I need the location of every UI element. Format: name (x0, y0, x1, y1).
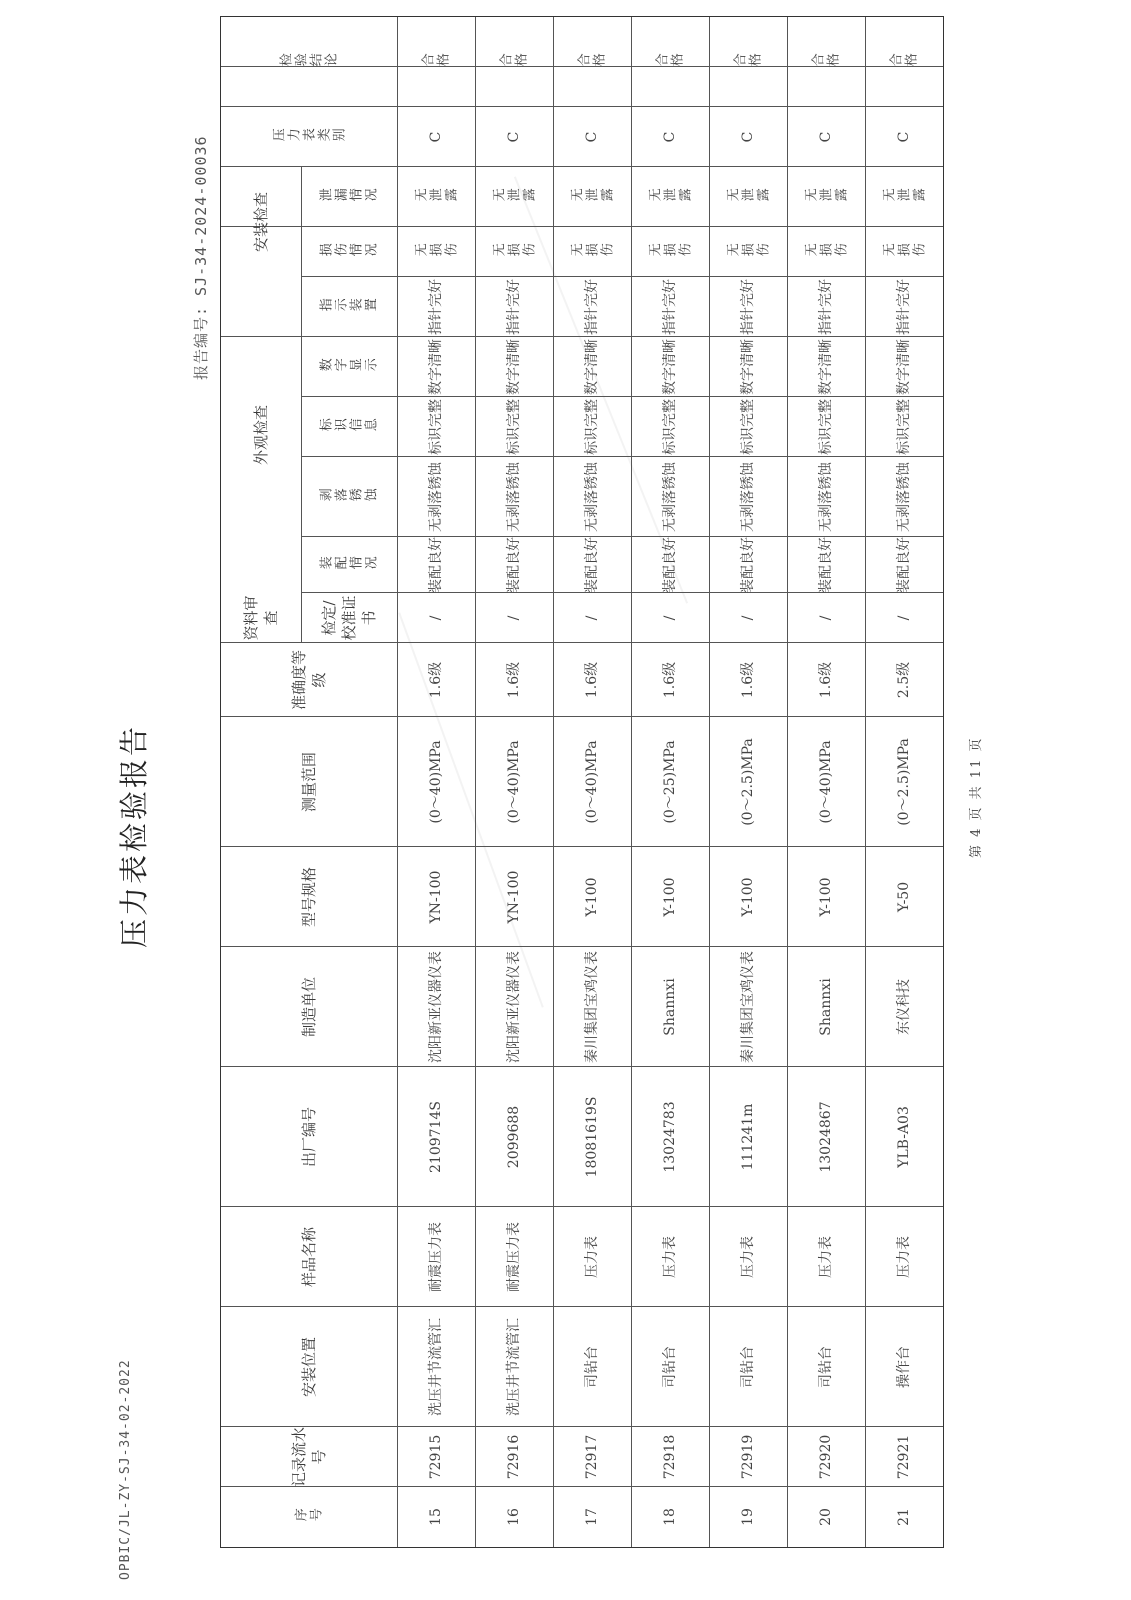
table-cell-range: (0～25)MPa (661, 740, 678, 824)
header-doc-review: 资料审查 (241, 595, 280, 641)
table-cell-factory_no: 2109714S (427, 1101, 444, 1173)
table-cell-digital: 数字清晰 (661, 339, 678, 395)
table-cell-leak: 无泄露 (491, 189, 537, 205)
table-cell-rust: 无剥落锈蚀 (583, 462, 600, 532)
header-doc-review-sub: 检定/校准证书 (319, 595, 379, 641)
table-cell-digital: 数字清晰 (427, 339, 444, 395)
table-cell-seq: 17 (583, 1508, 600, 1526)
table-cell-rust: 无剥落锈蚀 (817, 462, 834, 532)
table-cell-leak: 无泄露 (569, 189, 615, 205)
table-cell-marking: 标识完整 (661, 399, 678, 455)
header-accuracy: 准确度等级 (289, 650, 328, 711)
table-cell-cls: C (505, 131, 522, 143)
table-cell-leak: 无泄露 (803, 189, 849, 205)
table-cell-maker: 沈阳新亚仪器仪表 (427, 951, 444, 1063)
table-cell-model: Y-100 (661, 877, 678, 917)
table-cell-result: 合格 (421, 54, 451, 70)
table-cell-cert: / (817, 615, 834, 621)
table-cell-location: 洗压井节流管汇 (505, 1318, 522, 1416)
table-cell-cert: / (895, 615, 912, 621)
header-sample-name: 样品名称 (299, 1227, 318, 1288)
header-install-sub: 损伤情况 (319, 244, 379, 260)
table-cell-cls: C (817, 131, 834, 143)
table-cell-damage: 无损伤 (803, 244, 849, 260)
table-cell-record: 72919 (739, 1434, 756, 1480)
table-cell-seq: 15 (427, 1508, 444, 1526)
table-cell-seq: 19 (739, 1508, 756, 1526)
table-cell-rust: 无剥落锈蚀 (739, 462, 756, 532)
table-cell-marking: 标识完整 (739, 399, 756, 455)
table-cell-marking: 标识完整 (895, 399, 912, 455)
table-cell-accuracy: 2.5级 (895, 661, 912, 699)
table-cell-cert: / (583, 615, 600, 621)
table-cell-cert: / (505, 615, 522, 621)
table-cell-result: 合格 (889, 54, 919, 70)
table-cell-accuracy: 1.6级 (505, 661, 522, 699)
table-cell-damage: 无损伤 (725, 244, 771, 260)
table-cell-marking: 标识完整 (427, 399, 444, 455)
header-gauge-class: 压力表类别 (271, 129, 347, 145)
table-cell-range: (0～40)MPa (583, 740, 600, 824)
table-cell-name: 压力表 (661, 1236, 678, 1278)
table-cell-result: 合格 (577, 54, 607, 70)
page-title: 压力表检验报告 (117, 723, 151, 948)
table-cell-result: 合格 (733, 54, 763, 70)
table-cell-record: 72920 (817, 1434, 834, 1480)
header-appearance-sub: 标识信息 (319, 419, 379, 435)
table-cell-maker: 秦川集团宝鸡仪表 (739, 951, 756, 1063)
table-cell-record: 72916 (505, 1434, 522, 1480)
table-cell-location: 司钻台 (661, 1346, 678, 1388)
table-cell-cls: C (427, 131, 444, 143)
header-install-sub: 泄漏情况 (319, 189, 379, 205)
header-model: 型号规格 (299, 867, 318, 928)
table-cell-name: 耐震压力表 (427, 1222, 444, 1292)
header-appearance-sub: 数字显示 (319, 359, 379, 375)
table-cell-range: (0～40)MPa (505, 740, 522, 824)
table-cell-digital: 数字清晰 (583, 339, 600, 395)
table-cell-accuracy: 1.6级 (427, 661, 444, 699)
table-cell-record: 72918 (661, 1434, 678, 1480)
table-cell-maker: 东仪科技 (895, 979, 912, 1035)
report-number: 报告编号: SJ-34-2024-00036 (192, 135, 210, 380)
table-cell-name: 耐震压力表 (505, 1222, 522, 1292)
table-cell-factory_no: 13024867 (817, 1101, 834, 1173)
table-cell-model: YN-100 (427, 870, 444, 924)
table-cell-pointer: 指针完好 (427, 279, 444, 335)
table-cell-model: Y-100 (817, 877, 834, 917)
table-cell-cls: C (661, 131, 678, 143)
table-cell-location: 司钻台 (739, 1346, 756, 1388)
table-cell-damage: 无损伤 (647, 244, 693, 260)
table-cell-seq: 18 (661, 1508, 678, 1526)
table-cell-seq: 16 (505, 1508, 522, 1526)
document-code: OPBIC/JL-ZY-SJ-34-02-2022 (118, 1359, 133, 1580)
header-conclusion: 检验结论 (279, 54, 339, 70)
table-cell-record: 72917 (583, 1434, 600, 1480)
table-cell-damage: 无损伤 (491, 244, 537, 260)
table-cell-pointer: 指针完好 (739, 279, 756, 335)
table-cell-damage: 无损伤 (881, 244, 927, 260)
table-cell-rust: 无剥落锈蚀 (505, 462, 522, 532)
table-cell-factory_no: 18081619S (583, 1096, 600, 1178)
table-cell-leak: 无泄露 (881, 189, 927, 205)
table-cell-seq: 20 (817, 1508, 834, 1526)
table-cell-cls: C (583, 131, 600, 143)
header-factory-no: 出厂编号 (299, 1107, 318, 1168)
table-cell-rust: 无剥落锈蚀 (661, 462, 678, 532)
table-cell-maker: Shannxi (817, 978, 834, 1036)
table-cell-location: 操作台 (895, 1346, 912, 1388)
table-cell-digital: 数字清晰 (505, 339, 522, 395)
table-cell-marking: 标识完整 (817, 399, 834, 455)
table-cell-name: 压力表 (895, 1236, 912, 1278)
table-cell-cls: C (895, 131, 912, 143)
table-cell-name: 压力表 (739, 1236, 756, 1278)
table-cell-result: 合格 (499, 54, 529, 70)
header-manufacturer: 制造单位 (299, 977, 318, 1038)
table-cell-factory_no: YLB-A03 (895, 1106, 912, 1168)
table-cell-location: 司钻台 (583, 1346, 600, 1388)
table-cell-pointer: 指针完好 (583, 279, 600, 335)
table-cell-rust: 无剥落锈蚀 (427, 462, 444, 532)
table-cell-record: 72921 (895, 1434, 912, 1480)
header-appearance: 外观检查 (251, 405, 270, 466)
table-cell-pointer: 指针完好 (895, 279, 912, 335)
table-cell-maker: 秦川集团宝鸡仪表 (583, 951, 600, 1063)
table-cell-location: 司钻台 (817, 1346, 834, 1388)
table-cell-accuracy: 1.6级 (583, 661, 600, 699)
table-cell-seq: 21 (895, 1508, 912, 1526)
header-seq: 序号 (294, 1509, 324, 1525)
table-cell-cert: / (427, 615, 444, 621)
table-cell-range: (0～2.5)MPa (739, 738, 756, 826)
table-cell-digital: 数字清晰 (895, 339, 912, 395)
table-cell-factory_no: 111241m (739, 1103, 756, 1171)
table-cell-marking: 标识完整 (505, 399, 522, 455)
table-cell-maker: 沈阳新亚仪器仪表 (505, 951, 522, 1063)
header-appearance-sub: 指示装置 (319, 299, 379, 315)
table-cell-assembly: 装配良好 (583, 537, 600, 593)
table-cell-maker: Shannxi (661, 978, 678, 1036)
table-cell-range: (0～40)MPa (427, 740, 444, 824)
table-cell-name: 压力表 (583, 1236, 600, 1278)
table-cell-model: YN-100 (505, 870, 522, 924)
table-cell-damage: 无损伤 (569, 244, 615, 260)
table-cell-pointer: 指针完好 (661, 279, 678, 335)
table-cell-digital: 数字清晰 (739, 339, 756, 395)
table-cell-assembly: 装配良好 (817, 537, 834, 593)
header-install: 安装检查 (251, 192, 270, 253)
table-cell-assembly: 装配良好 (427, 537, 444, 593)
table-cell-leak: 无泄露 (725, 189, 771, 205)
table-cell-result: 合格 (655, 54, 685, 70)
table-cell-accuracy: 1.6级 (739, 661, 756, 699)
table-cell-leak: 无泄露 (647, 189, 693, 205)
page-footer: 第 4 页 共 11 页 (969, 736, 984, 858)
table-cell-rust: 无剥落锈蚀 (895, 462, 912, 532)
table-cell-range: (0～2.5)MPa (895, 738, 912, 826)
table-cell-range: (0～40)MPa (817, 740, 834, 824)
header-range: 测量范围 (299, 752, 318, 813)
table-cell-damage: 无损伤 (413, 244, 459, 260)
table-cell-model: Y-100 (583, 877, 600, 917)
table-cell-assembly: 装配良好 (895, 537, 912, 593)
table-cell-result: 合格 (811, 54, 841, 70)
table-cell-accuracy: 1.6级 (661, 661, 678, 699)
table-cell-cls: C (739, 131, 756, 143)
table-cell-cert: / (739, 615, 756, 621)
table-cell-factory_no: 13024783 (661, 1101, 678, 1173)
header-location: 安装位置 (299, 1337, 318, 1398)
table-cell-name: 压力表 (817, 1236, 834, 1278)
table-cell-record: 72915 (427, 1434, 444, 1480)
header-record-no: 记录流水号 (289, 1426, 328, 1487)
table-cell-marking: 标识完整 (583, 399, 600, 455)
table-cell-factory_no: 2099688 (505, 1105, 522, 1169)
table-cell-pointer: 指针完好 (817, 279, 834, 335)
table-cell-leak: 无泄露 (413, 189, 459, 205)
table-cell-model: Y-50 (895, 881, 912, 913)
inspection-table (220, 16, 944, 1548)
table-cell-cert: / (661, 615, 678, 621)
table-cell-accuracy: 1.6级 (817, 661, 834, 699)
table-cell-model: Y-100 (739, 877, 756, 917)
table-cell-digital: 数字清晰 (817, 339, 834, 395)
header-appearance-sub: 装配情况 (319, 557, 379, 573)
table-cell-pointer: 指针完好 (505, 279, 522, 335)
table-cell-assembly: 装配良好 (505, 537, 522, 593)
table-cell-assembly: 装配良好 (661, 537, 678, 593)
table-cell-assembly: 装配良好 (739, 537, 756, 593)
table-cell-location: 洗压井节流管汇 (427, 1318, 444, 1416)
header-appearance-sub: 剥落锈蚀 (319, 489, 379, 505)
